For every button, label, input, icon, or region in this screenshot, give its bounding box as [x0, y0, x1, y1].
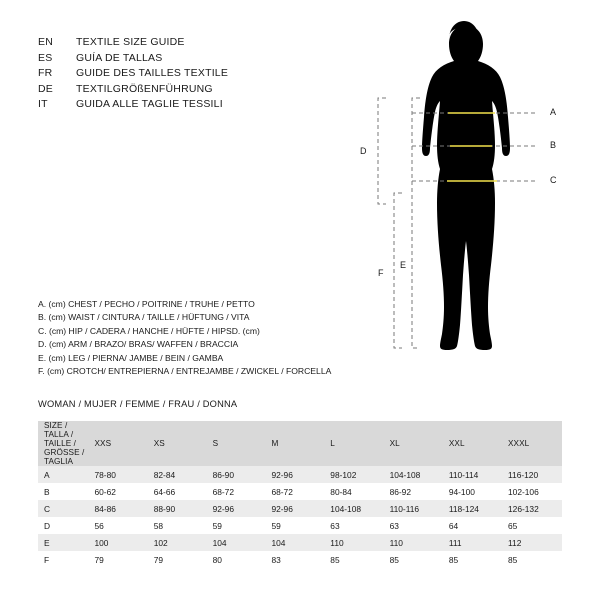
language-title: TEXTILGRÖßENFÜHRUNG: [76, 82, 213, 95]
size-table: [38, 421, 562, 568]
table-cell: 64: [443, 517, 502, 534]
marker-label-d: D: [360, 146, 367, 156]
table-cell: 63: [384, 517, 443, 534]
woman-silhouette-icon: [422, 21, 510, 350]
language-row: [38, 83, 328, 95]
table-cell: 111: [443, 534, 502, 551]
guide-bracket-e: [412, 98, 420, 348]
table-cell: 110-114: [443, 466, 502, 483]
table-cell: 85: [443, 551, 502, 568]
legend-item: F. (cm) CROTCH/ ENTREPIERNA / ENTREJAMBE / ZWICKEL / FORCELLA: [38, 366, 332, 377]
table-cell: 100: [88, 534, 147, 551]
legend-item: B. (cm) WAIST / CINTURA / TAILLE / HÜFTUNG / VITA: [38, 312, 250, 323]
table-cell: 92-96: [265, 500, 324, 517]
table-cell: 64-66: [148, 483, 207, 500]
table-cell: 104: [207, 534, 266, 551]
table-cell: 80-84: [324, 483, 383, 500]
table-row: [38, 500, 562, 517]
table-cell: 68-72: [207, 483, 266, 500]
table-row: [38, 551, 562, 568]
table-cell: 110-116: [384, 500, 443, 517]
marker-label-b: B: [550, 140, 557, 150]
table-cell: 59: [265, 517, 324, 534]
table-cell: 126-132: [502, 500, 562, 517]
table-row: [38, 517, 562, 534]
language-row: [38, 52, 328, 64]
table-cell: 63: [324, 517, 383, 534]
language-row: [38, 98, 328, 110]
table-cell: 104-108: [324, 500, 383, 517]
table-cell: 85: [502, 551, 562, 568]
column-header-s: S: [207, 421, 266, 466]
guide-bracket-d: [378, 98, 386, 204]
language-row: [38, 36, 328, 48]
size-table-wrapper: [38, 421, 562, 568]
table-cell: 86-90: [207, 466, 266, 483]
table-cell: 65: [502, 517, 562, 534]
row-label: E: [38, 534, 88, 551]
language-code: ES: [38, 51, 53, 64]
column-header-l: L: [324, 421, 383, 466]
guide-bracket-f: [394, 193, 402, 348]
marker-label-f: F: [378, 268, 384, 278]
measurement-legend: [38, 298, 388, 378]
row-label: B: [38, 483, 88, 500]
column-header-xxl: XXL: [443, 421, 502, 466]
table-cell: 79: [148, 551, 207, 568]
table-cell: 56: [88, 517, 147, 534]
column-header-xl: XL: [384, 421, 443, 466]
row-label: A: [38, 466, 88, 483]
table-cell: 110: [384, 534, 443, 551]
row-label: C: [38, 500, 88, 517]
table-cell: 85: [324, 551, 383, 568]
language-code: DE: [38, 82, 53, 95]
table-cell: 112: [502, 534, 562, 551]
table-cell: 102-106: [502, 483, 562, 500]
table-cell: 86-92: [384, 483, 443, 500]
language-title: TEXTILE SIZE GUIDE: [76, 36, 185, 48]
table-cell: 59: [207, 517, 266, 534]
language-code: FR: [38, 67, 53, 79]
table-cell: 92-96: [207, 500, 266, 517]
table-cell: 92-96: [265, 466, 324, 483]
language-code: IT: [38, 98, 48, 110]
column-header-xxs: XXS: [88, 421, 147, 466]
table-header-row: [38, 421, 562, 466]
row-label: D: [38, 517, 88, 534]
legend-item: C. (cm) HIP / CADERA / HANCHE / HÜFTE / HIPSD. (cm): [38, 325, 260, 336]
language-title: GUÍA DE TALLAS: [76, 51, 163, 64]
table-row: [38, 534, 562, 551]
table-cell: 60-62: [88, 483, 147, 500]
language-title-block: [38, 36, 328, 114]
table-cell: 98-102: [324, 466, 383, 483]
table-cell: 118-124: [443, 500, 502, 517]
language-row: [38, 67, 328, 79]
marker-label-a: A: [550, 107, 557, 117]
table-cell: 94-100: [443, 483, 502, 500]
table-cell: 79: [88, 551, 147, 568]
column-header-m: M: [265, 421, 324, 466]
column-header-xxxl: XXXL: [502, 421, 562, 466]
language-title: GUIDE DES TAILLES TEXTILE: [76, 67, 229, 79]
legend-item: E. (cm) LEG / PIERNA/ JAMBE / BEIN / GAMBA: [38, 352, 224, 363]
table-cell: 83: [265, 551, 324, 568]
legend-item: A. (cm) CHEST / PECHO / POITRINE / TRUHE / PETTO: [38, 299, 255, 309]
table-row: [38, 466, 562, 483]
table-cell: 84-86: [88, 500, 147, 517]
table-row: [38, 483, 562, 500]
marker-label-c: C: [550, 175, 557, 185]
table-cell: 104-108: [384, 466, 443, 483]
section-title: WOMAN / MUJER / FEMME / FRAU / DONNA: [38, 399, 238, 409]
table-cell: 85: [384, 551, 443, 568]
table-cell: 110: [324, 534, 383, 551]
table-cell: 88-90: [148, 500, 207, 517]
marker-label-e: E: [400, 260, 407, 270]
legend-item: D. (cm) ARM / BRAZO/ BRAS/ WAFFEN / BRACCIA: [38, 339, 239, 350]
column-header-xs: XS: [148, 421, 207, 466]
language-code: EN: [38, 36, 53, 48]
table-cell: 80: [207, 551, 266, 568]
table-cell: 102: [148, 534, 207, 551]
table-cell: 58: [148, 517, 207, 534]
table-cell: 78-80: [88, 466, 147, 483]
table-cell: 68-72: [265, 483, 324, 500]
table-cell: 104: [265, 534, 324, 551]
table-cell: 116-120: [502, 466, 562, 483]
language-title: GUIDA ALLE TAGLIE TESSILI: [76, 98, 223, 110]
table-cell: 82-84: [148, 466, 207, 483]
table-corner-header: SIZE / TALLA / TAILLE / GRÖSSE / TAGLIA: [38, 421, 88, 466]
row-label: F: [38, 551, 88, 568]
